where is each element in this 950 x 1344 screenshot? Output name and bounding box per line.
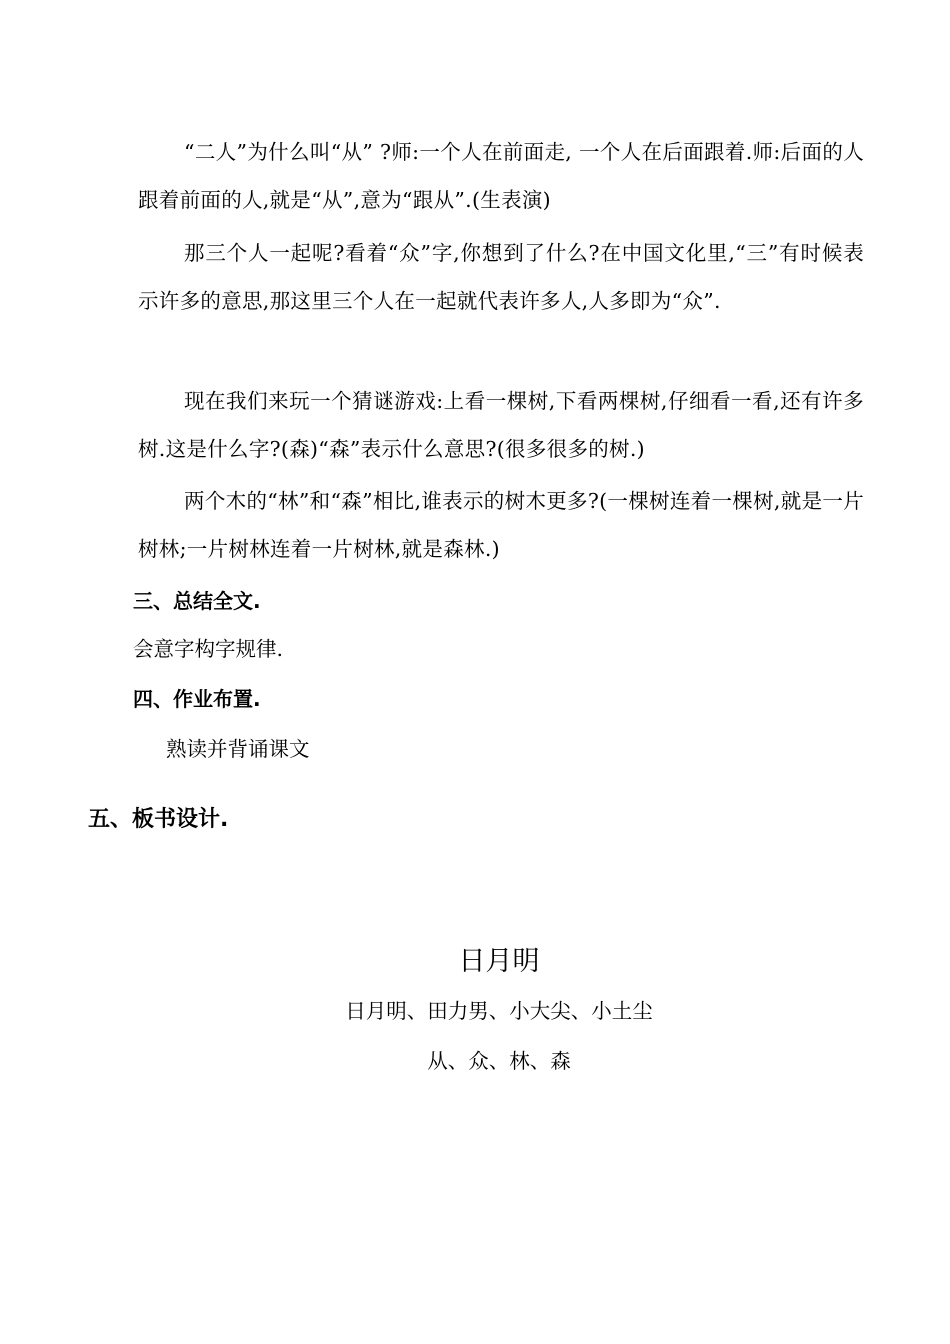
paragraph-zhong: 那三个人一起呢?看着“众”字,你想到了什么?在中国文化里,“三”有时候表示许多的意思,那这里三个人在一起就代表许多人,人多即为“众”.: [138, 241, 864, 313]
section-homework-content: 熟读并背诵课文: [166, 737, 310, 761]
section-summary-content: 会意字构字规律.: [133, 637, 284, 661]
section-summary-heading: 三、总结全文.: [133, 589, 261, 613]
section-homework-heading: 四、作业布置.: [133, 687, 261, 711]
paragraph-riddle: 现在我们来玩一个猜谜游戏:上看一棵树,下看两棵树,仔细看一看,还有许多树.这是什么字?(森)“森”表示什么意思?(很多很多的树.): [138, 389, 864, 461]
board-line-1: 日月明、田力男、小大尖、小土尘: [345, 999, 653, 1023]
paragraph-cong: “二人”为什么叫“从” ?师:一个人在前面走, 一个人在后面跟着.师:后面的人跟着前面的人,就是“从”,意为“跟从”.(生表演): [138, 140, 864, 212]
paragraph-lin-sen: 两个木的“林”和“森”相比,谁表示的树木更多?(一棵树连着一棵树,就是一片树林;一片树林连着一片树林,就是森林.): [138, 489, 864, 561]
section-board-heading: 五、板书设计.: [88, 807, 229, 832]
board-title: 日月明: [458, 946, 540, 977]
board-line-2: 从、众、林、森: [427, 1049, 571, 1073]
